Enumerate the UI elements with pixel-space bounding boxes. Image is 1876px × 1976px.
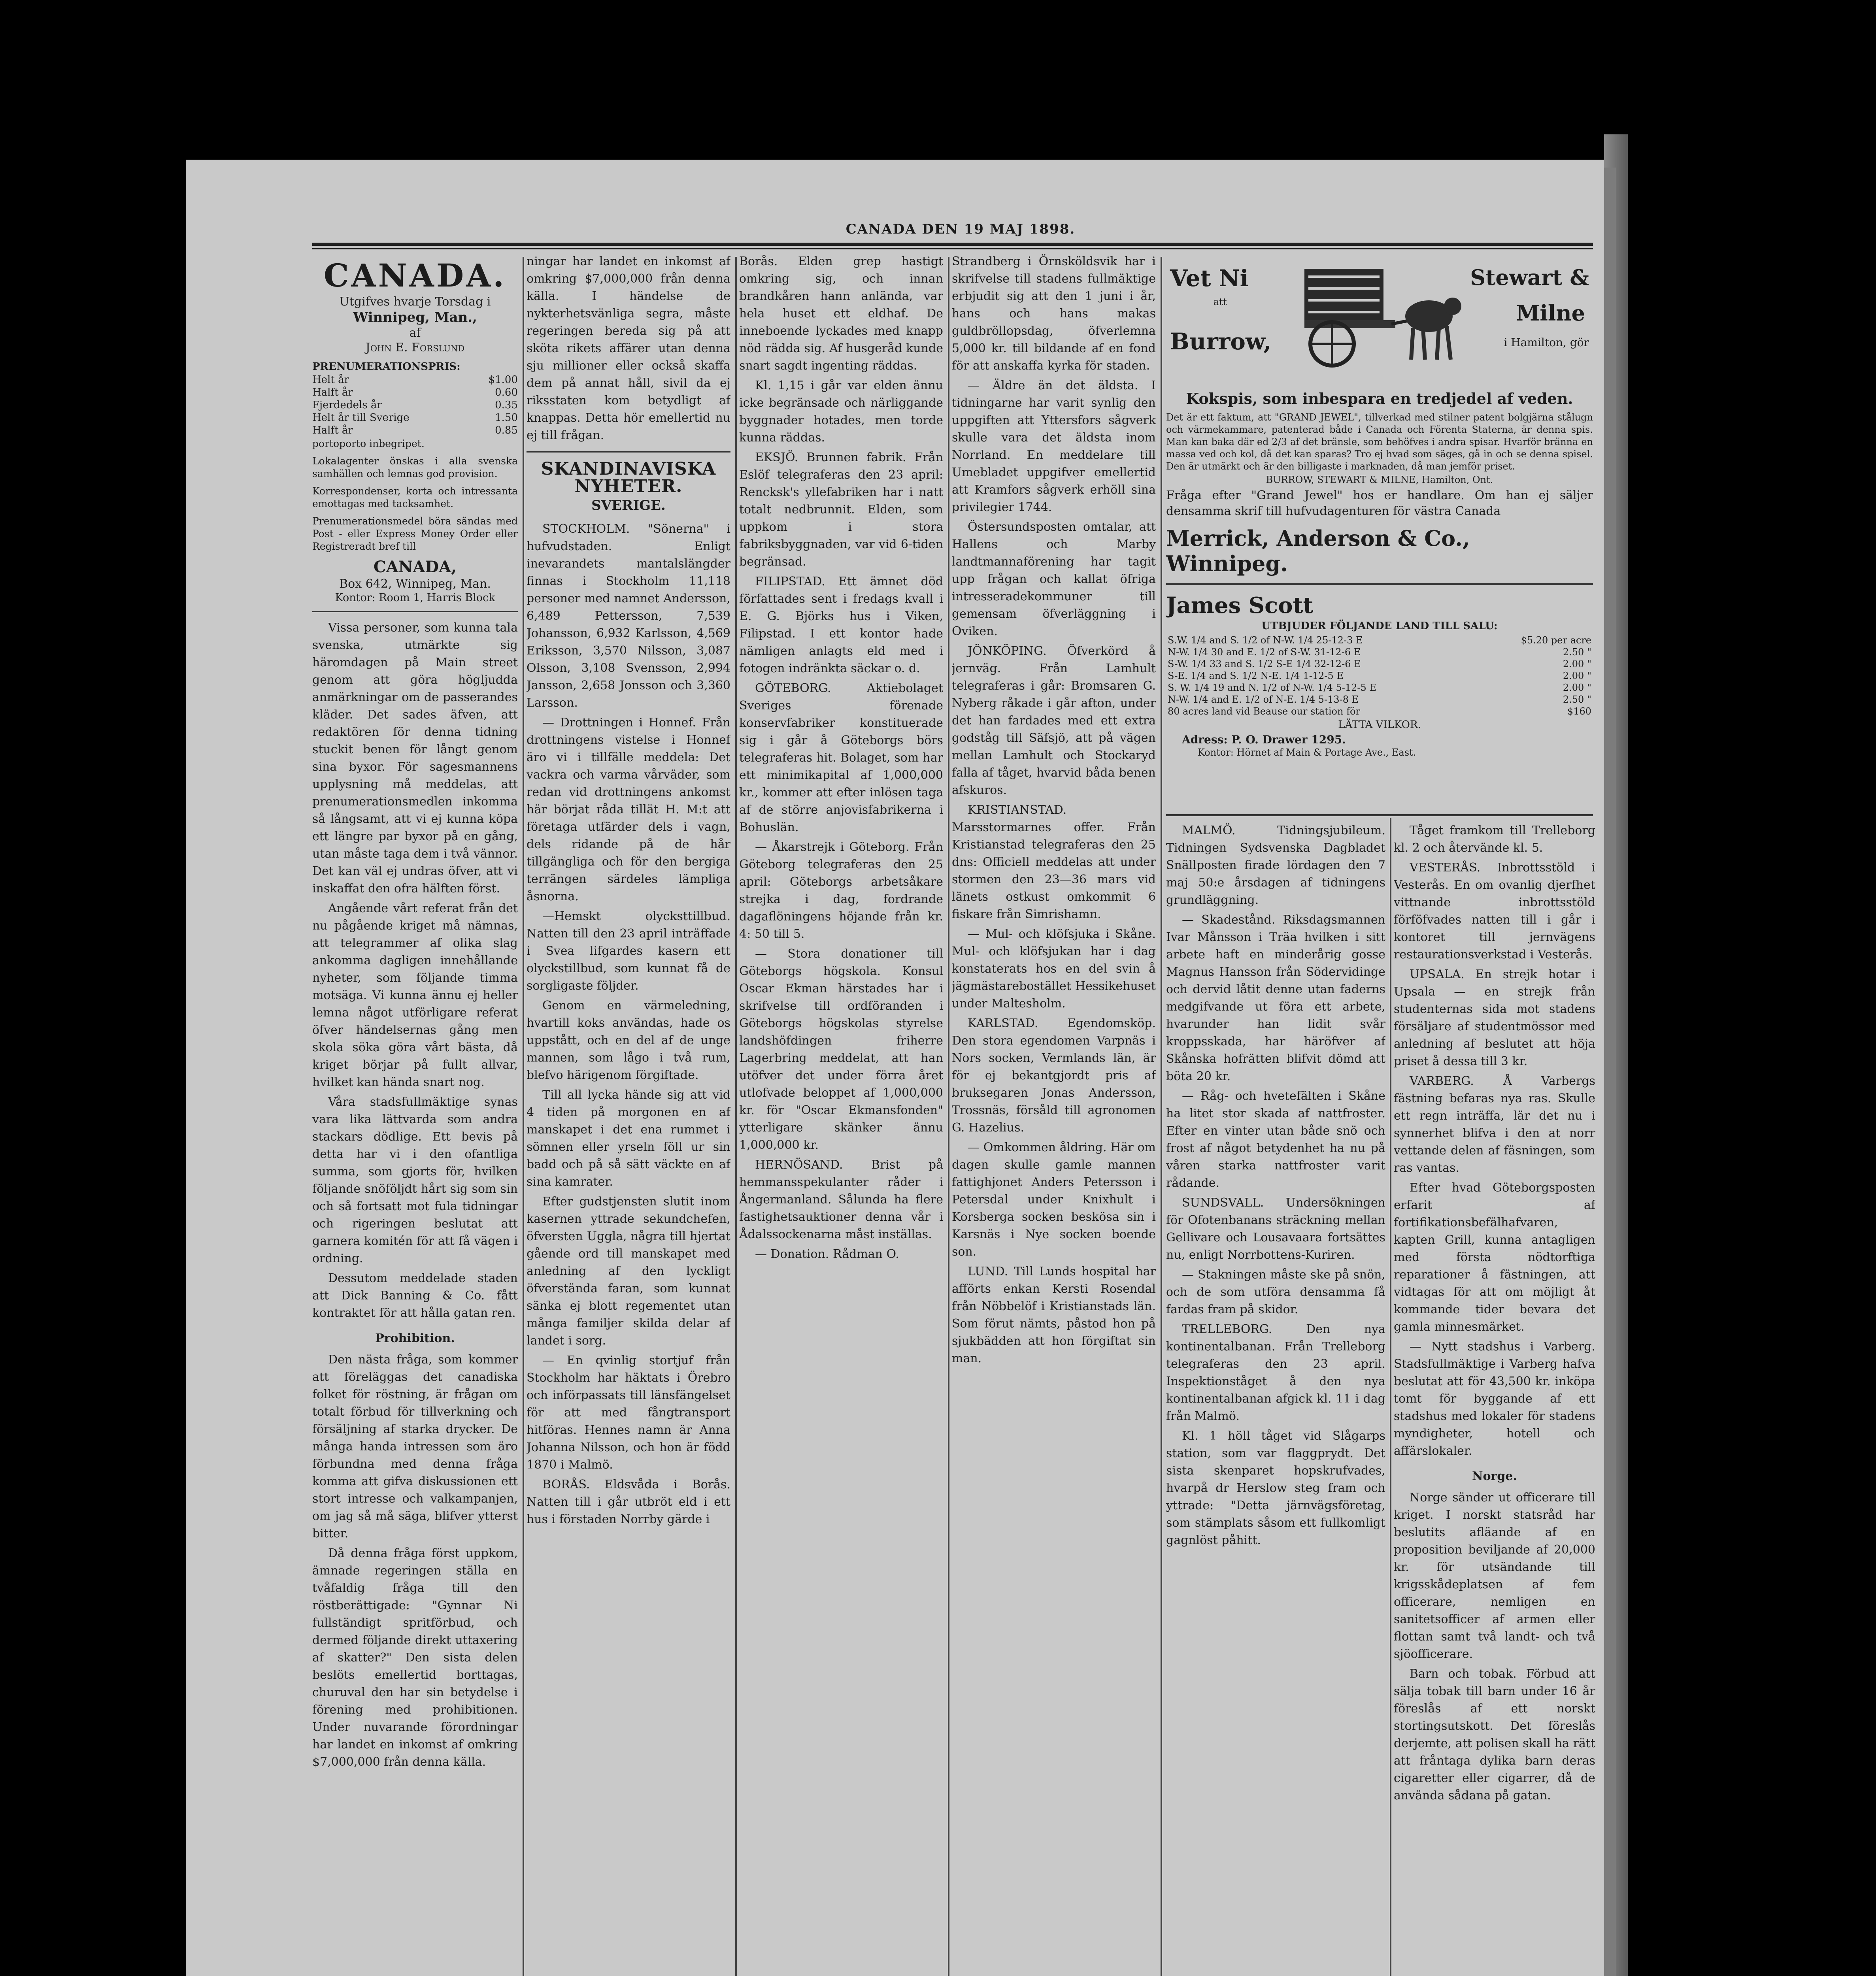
- paragraph: STOCKHOLM. "Sönerna" i hufvudstaden. Enligt inevarandets mantalslängder finnas i Stockholm 11,118 personer med namnet Andersson, 6,489 Pettersson, 7,539 Johansson, 6,932 Karlsson, 4,569 Eriksson, 3,570 Nilsson, 3,087 Olsson, 3,108 Svensson, 2,994 Jansson, 2,658 Jonsson och 3,360 Larsson.: [527, 522, 730, 710]
- paragraph: —Hemskt olycksttillbud. Natten till den 23 april inträffade i Svea lifgardes kasern ett olyckstillbud, som kunnat få de sorgligaste följder.: [527, 909, 730, 993]
- land-desc: N-W. 1/4 and E. 1/2 of N-E. 1/4 5-13-8 E: [1168, 694, 1359, 705]
- column-5: [1166, 822, 1385, 1976]
- land-price: 2.50 ": [1563, 647, 1591, 658]
- land-desc: S. W. 1/4 19 and N. 1/2 of N-W. 1/4 5-12-5 E: [1168, 682, 1376, 693]
- paragraph: Efter hvad Göteborgsposten erfarit af fortifikationsbefälhafvaren, kapten Grill, kunna antagligen med första nödtorftiga reparationer å fästningen, att vidtagas för att om möjligt åt kommande tider bevara det gamla minnesmärket.: [1394, 1181, 1595, 1334]
- header-rule-thin: [312, 248, 1593, 249]
- column-text: [952, 253, 1156, 1367]
- price-value: 0.85: [495, 424, 518, 436]
- land-row: [1166, 634, 1593, 646]
- paragraph: Då denna fråga först uppkom, ämnade regeringen ställa en tvåfaldig fråga till den röstberättigade: "Gynnar Ni fullständigt spritförbud, och dermed följande direkt uttaxering af skatter?" Den sista delen beslöts emellertid borttagas, churuval den har sin betydelse i förening med prohibitionen. Under nuvarande förordningar har landet en inkomst af omkring $7,000,000 från denna källa.: [312, 1546, 518, 1769]
- paragraph: JÖNKÖPING. Öfverkörd å jernväg. Från Lamhult telegraferas i går: Bromsaren G. Nyberg råkade i går afton, under det han fardades med ett extra godståg till Säfsjö, att på vägen mellan Lamhult och Stockaryd falla af tåget, hvarvid båda benen afskuros.: [952, 644, 1156, 797]
- paragraph: KRISTIANSTAD. Marsstormarnes offer. Från Kristianstad telegraferas den 25 dns: Officiell meddelas att under stormen den 23—36 mars vid länets ostkust omkommit 6 fiskare från Simrishamn.: [952, 803, 1156, 921]
- paragraph: ningar har landet en inkomst af omkring $7,000,000 från denna källa. I händelse de nykterhetsvänliga segra, måste regeringen bereda sig på att sköta rikets affärer utan denna sju millioner eller också skaffa dem på annat håll, sivil da ej riksstaten kom betydligt af knappas. Detta hör emellertid nu ej till frågan.: [527, 255, 730, 442]
- paragraph: Norge sänder ut officerare till kriget. I norskt statsråd har beslutits afläande af en proposition beviljande af 20,000 kr. för utsändande till krigsskådeplatsen af fem officerare, nemligen en sanitetsofficer af armen eller flottan samt två landt- och två sjöofficerare.: [1394, 1491, 1595, 1661]
- correspondence-note: Korrespondenser, korta och intressanta emottagas med tacksamhet.: [312, 485, 518, 509]
- masthead-publisher: John E. Forslund: [365, 341, 465, 354]
- column-4: [952, 253, 1156, 1976]
- land-price: 2.00 ": [1563, 658, 1591, 669]
- ad-bottom-rule: [1166, 814, 1593, 816]
- paragraph: Efter gudstjensten slutit inom kasernen yttrade sekundchefen, öfversten Uggla, några till hjertat gående ord till manskapet med anledning af den lyckligt öfverstända faran, som kunnat sänka ej blott regementet utan många familjer skilda delar af landet i sorg.: [527, 1195, 730, 1348]
- address-box: Box 642, Winnipeg, Man.: [339, 577, 491, 591]
- price-label: Halft år: [312, 387, 353, 398]
- paragraph: FILIPSTAD. Ett ämnet död författades sent i fredags kvall i E. G. Björks hus i Viken, Filipstad. I ett kontor hade nämligen anlagts eld med i fotogen indränkta säckar o. d.: [739, 575, 943, 675]
- paragraph: — Donation. Rådman O.: [755, 1247, 899, 1261]
- paragraph: — Råg- och hvetefälten i Skåne ha litet stor skada af nattfroster. Efter en vinter utan både snö och frost af något betydenhet ha nu på våren starka nattfroster varit rådande.: [1166, 1089, 1385, 1190]
- section-heading: SKANDINAVISKA NYHETER.: [541, 459, 716, 496]
- column-rule: [523, 257, 524, 1976]
- price-row: [312, 424, 518, 437]
- paragraph: LUND. Till Lunds hospital har afförts enkan Kersti Rosendal från Nöbbelöf i Kristianstads län. Som förut nämts, påstod hon på sjukbädden att hon förgiftat sin man.: [952, 1265, 1156, 1365]
- land-desc: S.W. 1/4 and S. 1/2 of N-W. 1/4 25-12-3 E: [1168, 635, 1363, 646]
- country-heading: SVERIGE.: [591, 498, 666, 513]
- land-row: [1166, 682, 1593, 694]
- paragraph: Angående vårt referat från det nu pågående kriget må nämnas, att telegrammer af olika slag ankomma dagligen innehållande nyheter, som följande timma motsäga. Vi kunna ännu ej heller lemna något utförligare referat öfver händelsernas gång men skola söka göra vårt bästa, då kriget börjar på fullt allvar, hvilket kan hända snart nog.: [312, 901, 518, 1089]
- column-text: [739, 253, 943, 1263]
- land-row: [1166, 646, 1593, 658]
- land-table: [1166, 634, 1593, 717]
- column-6: [1394, 822, 1595, 1976]
- paragraph: Tåget framkom till Trelleborg kl. 2 och återvände kl. 5.: [1394, 824, 1595, 855]
- divider: [527, 451, 730, 453]
- land-desc: N-W. 1/4 30 and E. 1/2 of S-W. 31-12-6 E: [1168, 647, 1361, 658]
- paragraph: TRELLEBORG. Den nya kontinentalbanan. Från Trelleborg telegraferas den 23 april. Inspektionståget å den nya kontinentalbanan afgick kl. 11 i dag från Malmö.: [1166, 1322, 1385, 1423]
- editorial-text: [312, 619, 518, 1771]
- scott-office: Kontor: Hörnet af Main & Portage Ave., East.: [1198, 747, 1416, 758]
- prices-heading: PRENUMERATIONSPRIS:: [312, 361, 461, 373]
- ad-body: Det är ett faktum, att "GRAND JEWEL", tillverkad med stilner patent bolgjärna stålugn och värmekammare, patenterad både i Canada och Förenta Staterna, är denna spis. Man kan baka där ed 2/3 af det bränsle, som behöfves i andra spisar. Hvarför bränna en massa ved och kol, då det kan sparas? Tro ej hvad som säges, gå in och se denna spisel. Den är utmärkt och är den billigaste i marknaden, då man jemför priset.: [1166, 412, 1593, 472]
- price-row: [312, 411, 518, 424]
- prohibition-heading: Prohibition.: [375, 1331, 455, 1345]
- paragraph: EKSJÖ. Brunnen fabrik. Från Eslöf telegraferas den 23 april: Rencksk's yllefabriken har i natt totalt nedbrunnit. Elden, som uppkom i stora fabriksbyggnaden, var vid 6-tiden begränsad.: [739, 451, 943, 569]
- paragraph: — Stora donationer till Göteborgs högskola. Konsul Oscar Ekman härstades har i skrifvelse till ordföranden i Göteborgs högskolas styrelse landshöfdingen friherre Lagerbring meddelat, att han utöfver det under förra året utlofvade beloppet af 1,000,000 kr. för "Oscar Ekmansfonden" ytterligare skänker ännu 1,000,000 kr.: [739, 947, 943, 1152]
- masthead-line: Utgifves hvarje Torsdag i: [339, 295, 491, 309]
- land-desc: 80 acres land vid Beause our station för: [1168, 706, 1360, 717]
- column-rule: [1161, 257, 1162, 1976]
- paragraph: GÖTEBORG. Aktiebolaget Sveriges förenade konservfabriker konstituerade sig i går å Göteborgs börs telegraferas hit. Bolaget, som har ett minimikapital af 1,000,000 kr., kommer att efter inlösen taga af de större anjovisfabrikerna i Bohuslän.: [739, 681, 943, 834]
- column-3: [739, 253, 943, 1976]
- land-price: $5.20 per acre: [1521, 635, 1591, 646]
- scott-terms: LÄTTA VILKOR.: [1338, 719, 1421, 731]
- ad-ask: Fråga efter "Grand Jewel" hos er handlare. Om han ej säljer densamma skrif till hufvudagenturen för västra Canada: [1166, 488, 1593, 518]
- norway-heading: Norge.: [1472, 1469, 1517, 1483]
- scott-offer: UTBJUDER FÖLJANDE LAND TILL SALU:: [1261, 620, 1498, 632]
- paragraph: Östersundsposten omtalar, att Hallens och Marby landtmannaförening har tagit upp frågan och kallat öfriga intresseradekommuner till gemensam öfverläggning i Oviken.: [952, 520, 1156, 638]
- ad-firm: BURROW, STEWART & MILNE, Hamilton, Ont.: [1266, 474, 1493, 485]
- paragraph: Kl. 1 höll tåget vid Slågarps station, som var flaggprydt. Det sista skenparet hopskrufvades, hvarpå dr Herslow steg fram och yttrade: "Detta järnvägsföretag, som stämplats såsom ett fullkomligt gagnlöst påhitt.: [1166, 1429, 1385, 1547]
- divider: [312, 611, 518, 612]
- paragraph: Den nästa fråga, som kommer att föreläggas det canadiska folket för röstning, är frågan om totalt förbud för tillverkning och försäljning af starka drycker. De många handa intressen som äro förbundna med denna fråga komma att gifva diskussionen ett stort intresse och valkampanjen, om jag så må säga, blifver ytterst bitter.: [312, 1353, 518, 1540]
- paragraph: UPSALA. En strejk hotar i Upsala — en strejk från studenternas sida mot stadens försäljare af studentmössor med anledning af beslutet att höja priset å dessa till 3 kr.: [1394, 967, 1595, 1068]
- column-rule: [735, 257, 737, 1976]
- scott-name: James Scott: [1166, 592, 1314, 618]
- price-table: [312, 373, 518, 437]
- ad-area: [1166, 253, 1593, 814]
- office-address: Kontor: Room 1, Harris Block: [335, 592, 495, 604]
- price-value: 1.50: [495, 412, 518, 424]
- land-row: [1166, 670, 1593, 682]
- paragraph: SUNDSVALL. Undersökningen för Ofotenbanans sträckning mellan Gellivare och Lousavaara fortsättes nu, enligt Norrbottens-Kuriren.: [1166, 1196, 1385, 1262]
- paragraph: VARBERG. Å Varbergs fästning befaras nya ras. Skulle ett regn inträffa, lär det nu i synnerhet blifva i den at norr vettande delen af fäsningen, som ras vantas.: [1394, 1074, 1595, 1175]
- ad-text: att: [1214, 296, 1227, 307]
- paragraph: — Omkommen åldring. Här om dagen skulle gamle mannen fattighjonet Anders Petersson i Petersdal under Knixhult i Korsberga socken beskösa sin i Karsnäs i Nye socken boende son.: [952, 1141, 1156, 1259]
- ad-headline: Kokspis, som inbespara en tredjedel af veden.: [1186, 390, 1573, 407]
- paragraph: — En qvinlig stortjuf från Stockholm har häktats i Örebro och införpassats till länsfängelset för att med fångtransport hitföras. Hennes namn är Anna Johanna Nilsson, och hon är född 1870 i Malmö.: [527, 1354, 730, 1472]
- land-row: [1166, 694, 1593, 705]
- price-value: $1.00: [488, 374, 518, 386]
- price-row: [312, 386, 518, 399]
- paragraph: — Åkarstrejk i Göteborg. Från Göteborg telegraferas den 25 april: Göteborgs arbetsåkare strejka i dag, fordrande dagaflöningens höjande från kr. 4: 50 till 5.: [739, 840, 943, 941]
- price-row: [312, 399, 518, 411]
- column-rule: [1390, 818, 1391, 1976]
- price-label: Helt år: [312, 374, 349, 386]
- land-row: [1166, 658, 1593, 670]
- address-name: CANADA,: [373, 558, 457, 576]
- land-price: $160: [1567, 706, 1591, 717]
- money-note: Prenumerationsmedel böra sändas med Post - eller Express Money Order eller Registreradt bref till: [312, 515, 518, 552]
- paragraph: Dessutom meddelade staden att Dick Banning & Co. fått kontraktet för att hålla gatan ren.: [312, 1271, 518, 1320]
- masthead-of: af: [409, 326, 421, 340]
- postage-note: portoporto inbegripet.: [312, 438, 425, 449]
- paragraph: Till all lycka hände sig att vid 4 tiden på morgonen en af manskapet i det ena rummet i sömnen eller yrseln föll ur sin badd och på så sätt väckte en af sina kamrater.: [527, 1088, 730, 1189]
- paragraph: MALMÖ. Tidningsjubileum. Tidningen Sydsvenska Dagbladet Snällposten firade lördagen den 7 maj 50:e årsdagen af tidningens grundläggning.: [1166, 824, 1385, 907]
- land-desc: S-E. 1/4 and S. 1/2 N-E. 1/4 1-12-5 E: [1168, 670, 1344, 681]
- ad-text: Vet Ni: [1170, 265, 1249, 292]
- masthead-title: CANADA.: [323, 257, 507, 294]
- price-label: Helt år till Sverige: [312, 412, 410, 424]
- masthead-city: Winnipeg, Man.,: [353, 309, 477, 325]
- paragraph: HERNÖSAND. Brist på hemmansspekulanter råder i Ångermanland. Sålunda ha flere fastighetsauktioner denna vår i Ådalssockenarna måst inställas.: [739, 1158, 943, 1241]
- column-text: [1166, 822, 1385, 1549]
- ox-cart-illustration: [1297, 261, 1463, 371]
- paragraph: Barn och tobak. Förbud att sälja tobak till barn under 16 år föreslås af ett norskt stortingsutskott. Det föreslås derjemte, att polisen skall ha rätt att fråntaga dylika barn deras cigaretter eller cigarrer, då de använda sådana på gatan.: [1394, 1667, 1595, 1803]
- header-rule: [312, 243, 1593, 246]
- paragraph: — Äldre än det äldsta. I tidningarne har varit synlig den uppgiften att Yttersfors sågverk skulle vara det äldsta inom Norrland. En meddelare till Umebladet uppgifver emellertid att Kramfors sågverk erhöll sina privilegier 1744.: [952, 379, 1156, 514]
- paragraph: Kl. 1,15 i går var elden ännu icke begränsade och närliggande byggnader hotades, men torde kunna räddas.: [739, 379, 943, 445]
- paragraph: — Nytt stadshus i Varberg. Stadsfullmäktige i Varberg hafva beslutat att för 43,500 kr. inköpa tomt för byggande af ett stadshus med lokaler för stadens myndigheter, hotell och affärslokaler.: [1394, 1340, 1595, 1458]
- ad-agency: Merrick, Anderson & Co., Winnipeg.: [1166, 526, 1470, 576]
- column-text: [527, 253, 730, 1528]
- paragraph: BORÅS. Eldsvåda i Borås. Natten till i går utbröt eld i ett hus i förstaden Norrby gärde i: [527, 1478, 730, 1526]
- paragraph: Vissa personer, som kunna tala svenska, utmärkte sig häromdagen på Main street genom att göra högljudda anmärkningar om de passerandes kläder. Det sades äfven, att redaktören för denna tidning stuckit benen för långt genom sina byxor. För sagesmannens upplysning må meddelas, att prenumerationsmedlen inkomma så långsamt, att vi ej kunna köpa ett längre par byxor på en gång, utan måste taga dem i två vännor. Det kan väl ej undras öfver, att vi inskaffat den ofra hälften först.: [312, 621, 518, 896]
- column-2: [527, 253, 730, 1976]
- land-price: 2.00 ": [1563, 682, 1591, 693]
- land-price: 2.50 ": [1563, 694, 1591, 705]
- paragraph: — Mul- och klöfsjuka i Skåne. Mul- och klöfsjukan har i dag konstaterats hos en del svin å jägmästarebostället Hessikehuset under Maltesholm.: [952, 927, 1156, 1011]
- paragraph: Genom en värmeledning, hvartill koks användas, hade os uppstått, och en del af de unge mannen, som lågo i två rum, blefvo härigenom förgiftade.: [527, 999, 730, 1082]
- price-value: 0.35: [495, 399, 518, 411]
- paragraph: — Skadestånd. Riksdagsmannen Ivar Månsson i Träa hvilken i sitt arbete haft en minderårig gosse Magnus Hansson från Södervidinge och dervid låtit denne utan faderns medgifvande ut föra ett arbete, hvarunder han lidit svår kroppsskada, har häröfver af Skånska hofrätten blifvit dömd att böta 20 kr.: [1166, 913, 1385, 1083]
- paragraph: KARLSTAD. Egendomsköp. Den stora egendomen Varpnäs i Nors socken, Vermlands län, är för ej bekantgjordt pris af bruksegaren Jonas Andersson, Trossnäs, försåld till agronomen G. Hazelius.: [952, 1016, 1156, 1135]
- price-label: Fjerdedels år: [312, 399, 382, 411]
- paragraph: VESTERÅS. Inbrottsstöld i Vesterås. En om ovanlig djerfhet vittnande inbrottsstöld förföfvades natten till i går i kontoret till jernvägens restaurationsverkstad i Vesterås.: [1394, 861, 1595, 962]
- ad-text: i Hamilton, gör: [1504, 336, 1589, 349]
- divider: [1166, 583, 1593, 585]
- paragraph: Borås. Elden grep hastigt omkring sig, och innan brandkåren hann anlända, var hela huset ett eldhaf. De inneboende lyckades med knapp nöd rädda sig. Af husgeråd kunde snart sagdt ingenting räddas.: [739, 255, 943, 373]
- ad-text: Milne: [1516, 300, 1585, 326]
- agents-note: Lokalagenter önskas i alla svenska samhällen och lemnas god provision.: [312, 455, 518, 479]
- price-label: Halft år: [312, 424, 353, 436]
- paragraph: Strandberg i Örnsköldsvik har i skrifvelse till stadens fullmäktige erbjudit sig att den 1 juni i år, hans och hans makas guldbröllopsdag, öfverlemna 5,000 kr. till bildande af en fond för att anskaffa kyrka för staden.: [952, 255, 1156, 373]
- column-1: [312, 253, 518, 1976]
- column-text: [1394, 822, 1595, 1804]
- paragraph: — Stakningen måste ske på snön, och de som utföra densamma få fardas fram på skidor.: [1166, 1268, 1385, 1316]
- land-row: [1166, 705, 1593, 717]
- ad-text: Burrow,: [1170, 328, 1272, 355]
- paragraph: Våra stadsfullmäktige synas vara lika lättvarda som andra stackars dödlige. Ett bevis på detta har vi i den ofantliga summa, som gjorts för, hvilken följande snöföljdt hårt sig som sin och så fortsatt mot fula tidningar och rigeringen beslutat att garnera komitén för att få vägen i ordning.: [312, 1095, 518, 1265]
- paragraph: — Drottningen i Honnef. Från drottningens vistelse i Honnef äro vi i tillfälle meddela: Det vackra och varma vårväder, som redan vid drottningens ankomst här börjat råda tillät H. M:t att företaga utfärder dels i vagn, dels ridande på de hår tillgängliga och för den bergiga terrängen särdeles lämpliga åsnorna.: [527, 716, 730, 903]
- price-row: [312, 373, 518, 386]
- ad-text: Stewart &: [1470, 265, 1589, 290]
- running-head: CANADA DEN 19 MAJ 1898.: [846, 221, 1076, 237]
- paper-edge: [1604, 134, 1628, 1976]
- land-price: 2.00 ": [1563, 670, 1591, 681]
- price-value: 0.60: [495, 387, 518, 398]
- column-rule: [948, 257, 949, 1976]
- land-desc: S-W. 1/4 33 and S. 1/2 S-E 1/4 32-12-6 E: [1168, 658, 1361, 669]
- scott-address: Adress: P. O. Drawer 1295.: [1182, 733, 1346, 746]
- burrow-ad-header: [1166, 253, 1593, 387]
